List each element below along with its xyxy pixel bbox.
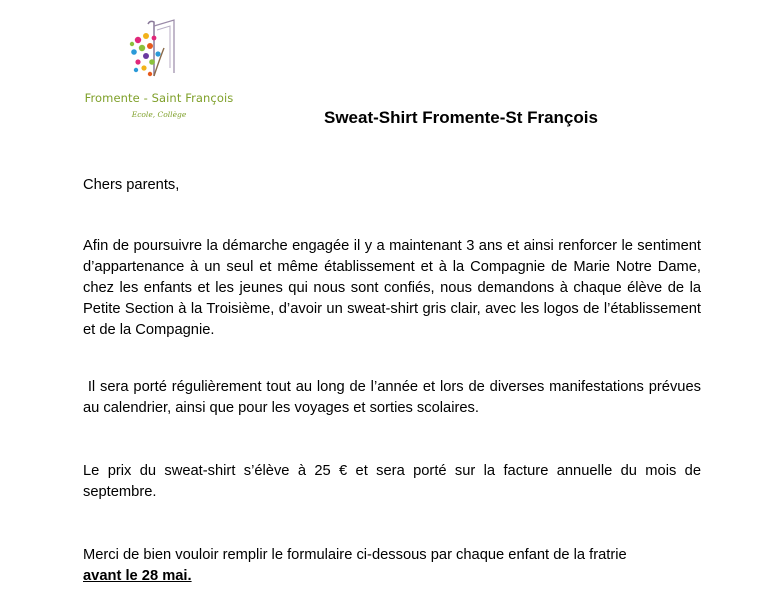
tree-logo-icon — [124, 18, 194, 88]
school-subtitle: Ecole, Collège — [131, 110, 187, 119]
deadline-text: avant le 28 mai. — [83, 568, 192, 584]
document-title: Sweat-Shirt Fromente-St François — [324, 108, 598, 127]
paragraph-price: Le prix du sweat-shirt s’élève à 25 € et sera porté sur la facture annuelle du mois de septembre. — [83, 463, 701, 500]
paragraph-intro: Afin de poursuivre la démarche engagée il y a maintenant 3 ans et ainsi renforcer le sentiment d’appartenance à un seul et même établissement et à la Compagnie de Marie Notre Dame, chez les enfants et les jeunes qui nous sont confiés, nous demandons à chaque élève de la Petite Section à la Troisième, d’avoir un sweat-shirt gris clair, avec les logos de l’établissement et de la Compagnie. — [83, 238, 701, 338]
school-logo — [84, 18, 234, 126]
paragraph-request — [83, 545, 701, 587]
school-name: Fromente - Saint François — [84, 91, 234, 105]
greeting: Chers parents, — [83, 177, 180, 193]
paragraph-usage: Il sera porté régulièrement tout au long de l’année et lors de diverses manifestations prévues au calendrier, ainsi que pour les voyages et sorties scolaires. — [83, 379, 706, 416]
request-text: Merci de bien vouloir remplir le formulaire ci-dessous par chaque enfant de la fratrie — [83, 547, 627, 563]
